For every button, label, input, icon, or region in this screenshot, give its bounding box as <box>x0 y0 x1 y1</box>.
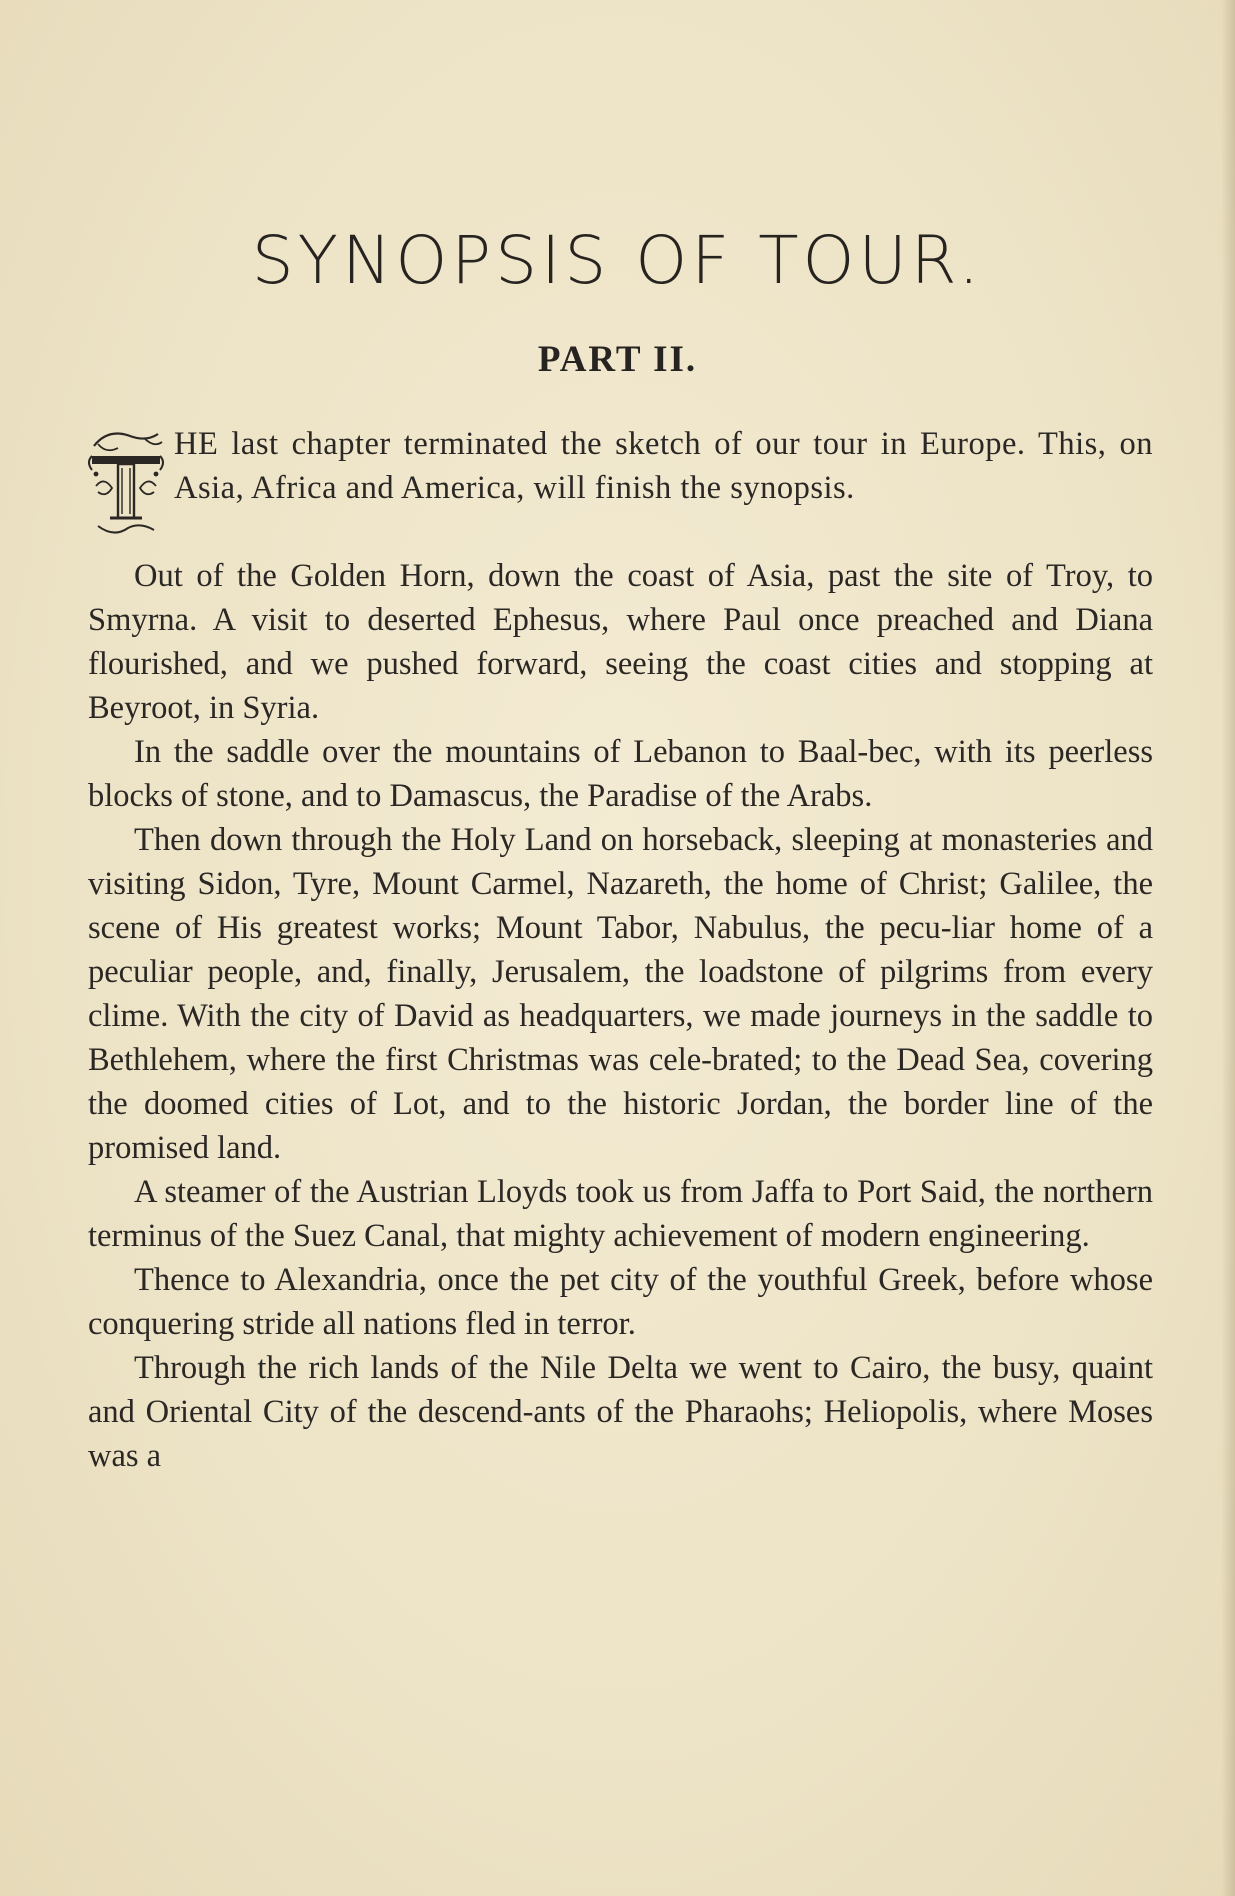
body-text <box>88 422 1153 1478</box>
paragraph-3: In the saddle over the mountains of Lebanon to Baal-bec, with its peerless blocks of stone, and to Damascus, the Paradise of the Arabs. <box>88 734 1153 814</box>
part-heading: PART II. <box>537 339 698 380</box>
page-edge-shadow <box>1221 0 1235 1896</box>
paragraph-7: Through the rich lands of the Nile Delta we went to Cairo, the busy, quaint and Oriental City of the descend-ants of the Pharaohs; Heliopolis, where Moses was a <box>88 1350 1153 1474</box>
ornamental-drop-cap-icon <box>84 426 168 538</box>
paragraph-1-text: HE last chapter terminated the sketch of our tour in Europe. This, on Asia, Africa and America, will finish the synopsis. <box>174 426 1153 506</box>
paragraph-1 <box>88 422 1153 554</box>
paragraph-6: Thence to Alexandria, once the pet city of the youthful Greek, before whose conquering stride all nations fled in terror. <box>88 1262 1153 1342</box>
paragraph-2: Out of the Golden Horn, down the coast of Asia, past the site of Troy, to Smyrna. A visit to deserted Ephesus, where Paul once preached and Diana flourished, and we pushed forward, seeing the coast cities and stopping at Beyroot, in Syria. <box>88 558 1153 726</box>
paragraph-5: A steamer of the Austrian Lloyds took us from Jaffa to Port Said, the northern terminus of the Suez Canal, that mighty achievement of modern engineering. <box>88 1174 1153 1254</box>
page-title: SYNOPSIS OF TOUR. <box>251 222 984 299</box>
paragraph-4: Then down through the Holy Land on horseback, sleeping at monasteries and visiting Sidon, Tyre, Mount Carmel, Nazareth, the home of Christ; Galilee, the scene of His greatest works; Mount Tabor, Nabulus, the pecu-liar home of a peculiar people, and, finally, Jerusalem, the loadstone of pilgrims from every clime. With the city of David as headquarters, we made journeys in the saddle to Bethlehem, where the first Christmas was cele-brated; to the Dead Sea, covering the doomed cities of Lot, and to the historic Jordan, the border line of the promised land. <box>88 822 1153 1166</box>
